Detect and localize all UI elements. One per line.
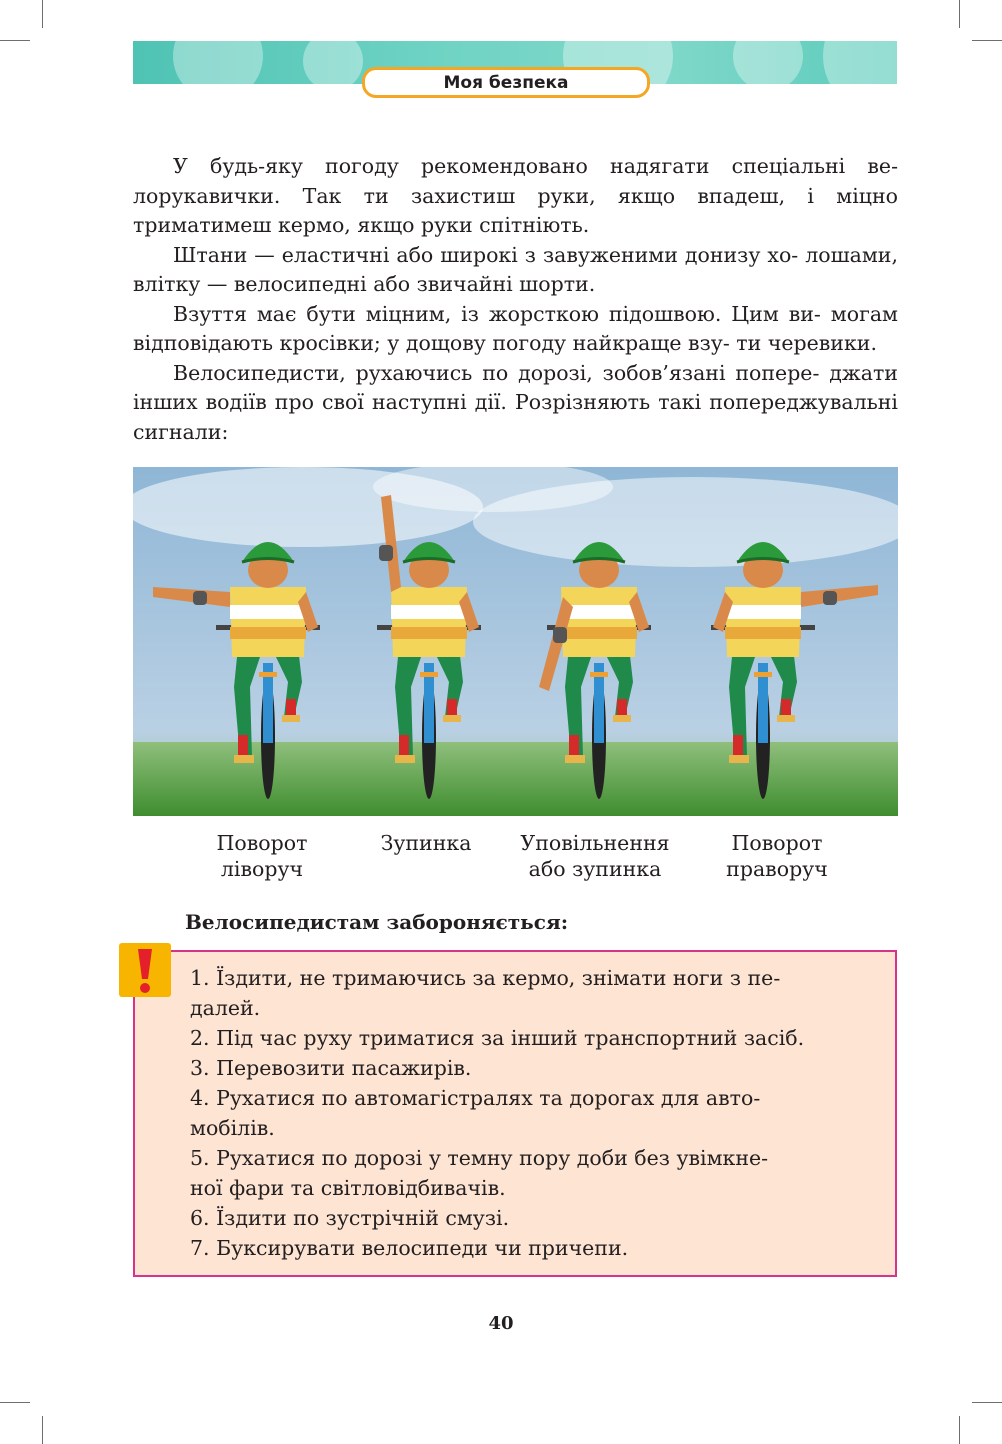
page-number: 40 <box>488 1313 514 1334</box>
rules-heading: Велосипедистам забороняється: <box>185 910 569 934</box>
paragraph: Велосипедисти, рухаючись по дорозі, зобов’язані попере- джати інших водіїв про свої наступні дії. Розрізняють такі попереджувальні сигнали: <box>133 360 898 444</box>
list-item: 7. Буксирувати велосипеди чи причепи. <box>190 1236 629 1260</box>
paragraph: Штани — еластичні або широкі з завуженими донизу хо- лошами, влітку — велосипедні або звичайні шорти. <box>133 242 898 296</box>
caption-slow-down: Уповільнення або зупинка <box>520 831 670 881</box>
cyclist-signals-illustration <box>133 467 898 816</box>
warning-icon <box>119 943 171 997</box>
list-item: 4. Рухатися по автомагістралях та дорогах для авто- мобілів. <box>190 1086 761 1140</box>
crop-mark <box>972 1402 1002 1403</box>
rules-list <box>190 963 850 1263</box>
list-item: 5. Рухатися по дорозі у темну пору доби без увімкне- ної фари та світловідбивачів. <box>190 1146 769 1200</box>
list-item: 3. Перевозити пасажирів. <box>190 1056 472 1080</box>
section-title: Моя безпека <box>362 67 650 98</box>
list-item: 1. Їздити, не тримаючись за кермо, знімати ноги з пе- далей. <box>190 966 781 1020</box>
paragraph: У будь-яку погоду рекомендовано надягати спеціальні ве- лорукавички. Так ти захистиш руки, якщо впадеш, і міцно триматимеш кермо, якщо руки спітніють. <box>133 154 898 237</box>
crop-mark <box>959 1416 960 1444</box>
crop-mark <box>0 40 30 41</box>
crop-mark <box>42 1416 43 1444</box>
crop-mark <box>972 40 1002 41</box>
crop-mark <box>42 0 43 28</box>
caption-right-turn: Поворот праворуч <box>726 831 828 881</box>
crop-mark <box>959 0 960 28</box>
body-text <box>133 152 898 447</box>
paragraph: Взуття має бути міцним, із жорсткою підошвою. Цим ви- могам відповідають кросівки; у дощову погоду найкраще взу- ти черевики. <box>133 301 898 355</box>
caption-stop: Зупинка <box>380 831 472 855</box>
crop-mark <box>0 1402 30 1403</box>
list-item: 2. Під час руху триматися за інший транспортний засіб. <box>190 1026 805 1050</box>
caption-left-turn: Поворот ліворуч <box>216 831 308 881</box>
list-item: 6. Їздити по зустрічній смузі. <box>190 1206 510 1230</box>
